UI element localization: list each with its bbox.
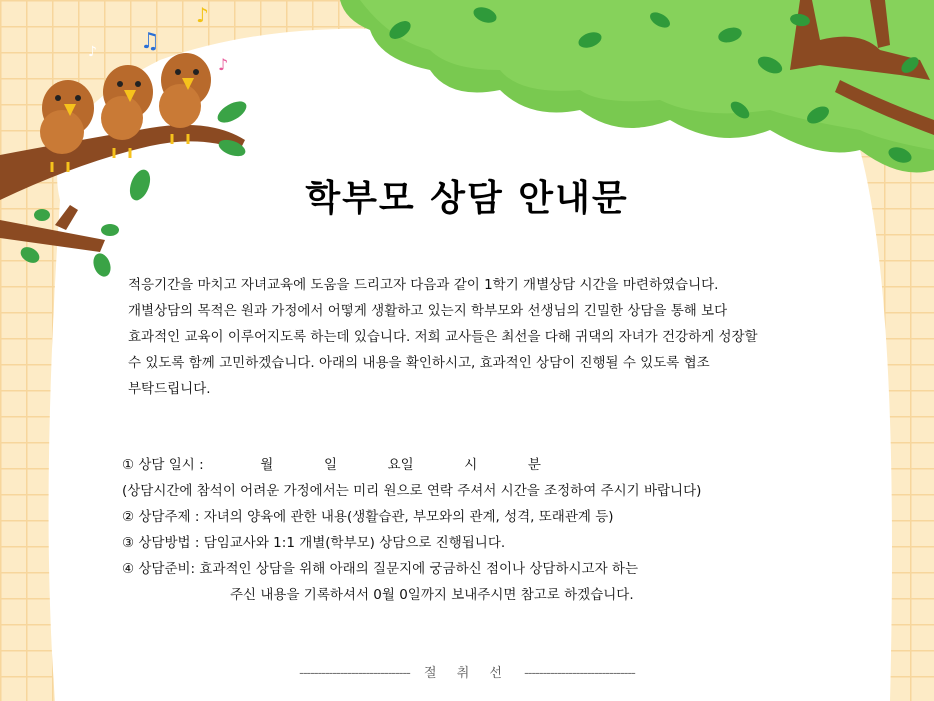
intro-line: 효과적인 교육이 이루어지도록 하는데 있습니다. 저희 교사들은 최선을 다해 귀댁의 자녀가 건강하게 성장할 [128,329,758,345]
intro-line: 개별상담의 목적은 원과 가정에서 어떻게 생활하고 있는지 학부모와 선생님의 긴밀한 상담을 통해 보다 [128,303,728,319]
intro-line: 적응기간을 마치고 자녀교육에 도움을 드리고자 다음과 같이 1학기 개별상담 시간을 마련하였습니다. [128,277,719,293]
svg-text:♪: ♪ [88,44,97,60]
datetime-unit-month: 월 [260,457,274,473]
item-method: ③ 상담방법 : 담임교사와 1:1 개별(학부모) 상담으로 진행됩니다. [122,535,506,551]
svg-text:♪: ♪ [218,55,229,74]
item-prep-continued: 주신 내용을 기록하셔서 0월 0일까지 보내주시면 참고로 하겠습니다. [230,587,634,603]
svg-text:♫: ♫ [140,29,160,54]
item-prep: ④ 상담준비: 효과적인 상담을 위해 아래의 질문지에 궁금하신 점이나 상담하시고자 하는 [122,561,638,577]
consultation-items [122,452,822,608]
datetime-unit-minute: 분 [527,457,541,473]
cut-line-label: 절 취 선 [424,666,510,681]
intro-line: 부탁드립니다. [128,381,211,397]
datetime-unit-day: 일 [323,457,337,473]
cut-line-dashes-left: ------------------------------ [299,666,410,681]
intro-paragraph [128,272,818,402]
datetime-unit-hour: 시 [464,457,478,473]
cut-line [0,662,934,681]
svg-text:♪: ♪ [196,3,209,27]
item-topic: ② 상담주제 : 자녀의 양육에 관한 내용(생활습관, 부모와의 관계, 성격, 또래관계 등) [122,509,614,525]
datetime-unit-weekday: 요일 [387,457,414,473]
datetime-label: ① 상담 일시 : [122,457,204,473]
intro-line: 수 있도록 함께 고민하겠습니다. 아래의 내용을 확인하시고, 효과적인 상담이 진행될 수 있도록 협조 [128,355,710,371]
page-title: 학부모 상담 안내문 [305,178,629,219]
cut-line-dashes-right: ------------------------------ [524,666,635,681]
item-datetime [122,452,822,478]
item-datetime-note: (상담시간에 참석이 어려운 가정에서는 미리 원으로 연락 주셔서 시간을 조정하여 주시기 바랍니다) [122,483,702,499]
